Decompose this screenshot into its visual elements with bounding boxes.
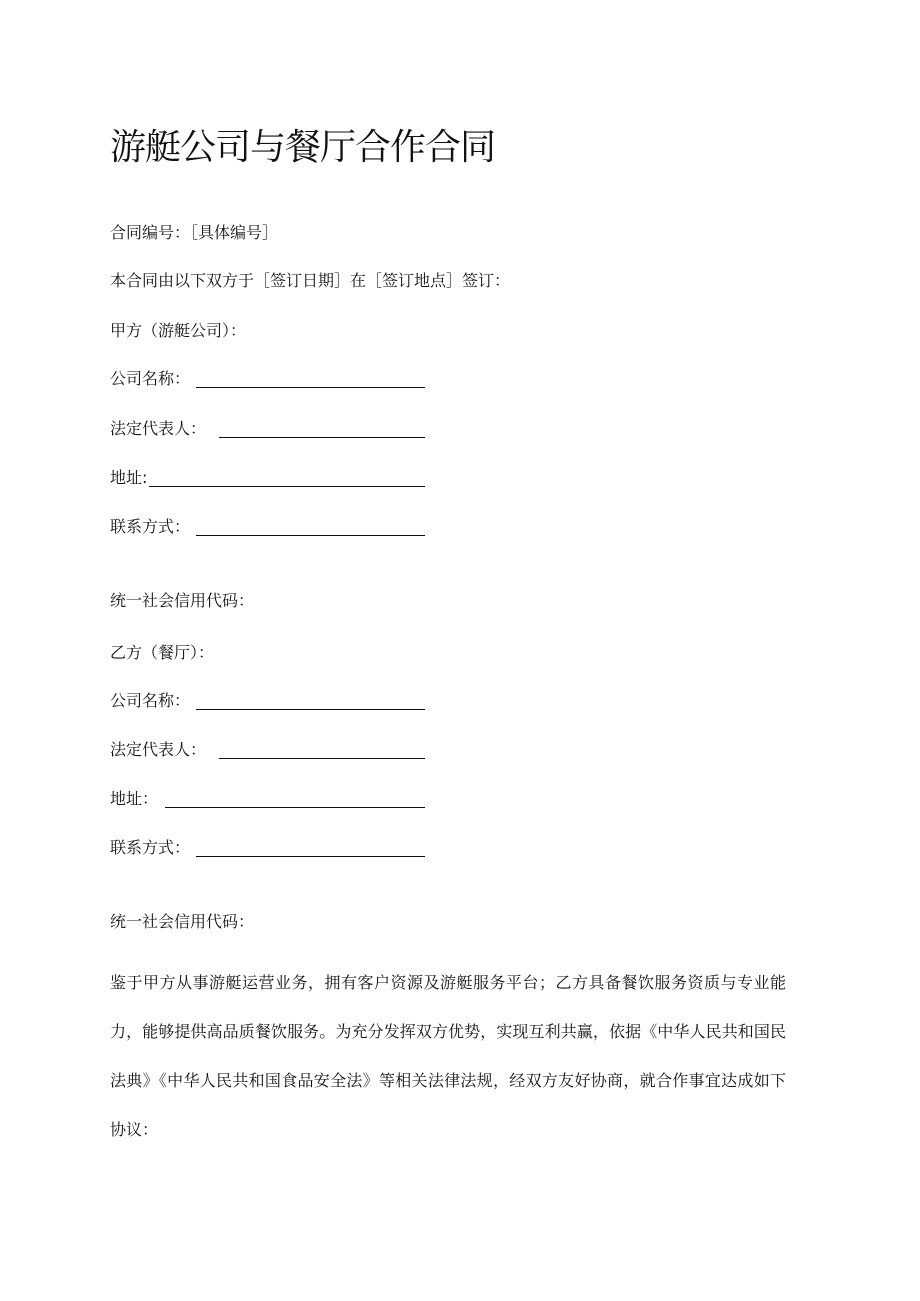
fill-in-line <box>196 856 425 857</box>
fill-in-line <box>196 535 425 536</box>
field-label: 法定代表人： <box>110 740 207 759</box>
field-label: 地址: <box>110 468 148 487</box>
contract-number: 合同编号：［具体编号］ <box>110 223 279 242</box>
party-a-contact-field <box>110 516 425 538</box>
party-a-heading: 甲方（游艇公司）： <box>110 321 247 340</box>
party-b-heading: 乙方（餐厅）： <box>110 643 215 662</box>
fill-in-line <box>196 387 425 388</box>
fill-in-line <box>196 709 425 710</box>
field-label: 法定代表人： <box>110 419 207 438</box>
party-b-legal-rep-field <box>110 739 425 761</box>
party-a-company-name-field <box>110 368 425 390</box>
signing-statement: 本合同由以下双方于［签订日期］在［签订地点］签订： <box>110 271 511 290</box>
field-label: 公司名称： <box>110 691 191 710</box>
party-b-contact-field <box>110 837 425 859</box>
party-a-credit-code: 统一社会信用代码： <box>110 591 255 610</box>
document-title: 游艇公司与餐厅合作合同 <box>110 127 496 168</box>
party-a-legal-rep-field <box>110 418 425 440</box>
party-b-company-name-field <box>110 690 425 712</box>
party-a-address-field <box>110 467 425 489</box>
fill-in-line <box>165 807 425 808</box>
party-b-credit-code: 统一社会信用代码： <box>110 912 255 931</box>
fill-in-line <box>219 758 425 759</box>
party-b-address-field <box>110 788 425 810</box>
preamble-paragraph: 鉴于甲方从事游艇运营业务，拥有客户资源及游艇服务平台；乙方具备餐饮服务资质与专业能力，能够提供高品质餐饮服务。为充分发挥双方优势，实现互利共赢，依据《中华人民共和国民法典》《中华人民共和国食品安全法》等相关法律法规，经双方友好协商，就合作事宜达成如下协议： <box>110 973 786 1139</box>
fill-in-line <box>149 486 425 487</box>
field-label: 地址： <box>110 789 159 808</box>
field-label: 联系方式： <box>110 517 191 536</box>
field-label: 联系方式： <box>110 838 191 857</box>
fill-in-line <box>219 437 425 438</box>
field-label: 公司名称： <box>110 369 191 388</box>
